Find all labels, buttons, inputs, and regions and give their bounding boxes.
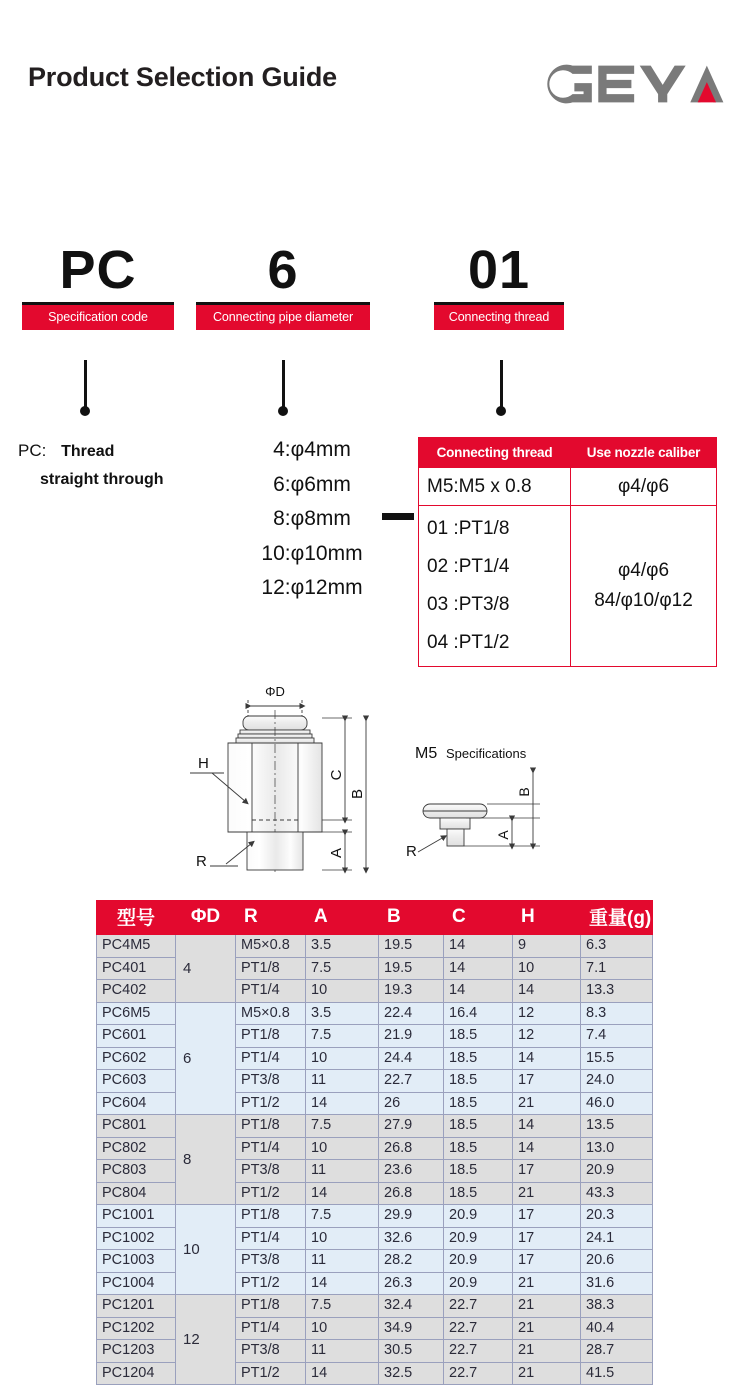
specification-table: [96, 900, 653, 1385]
code-glyph-thread: 01: [467, 240, 531, 300]
cell-r: PT1/2: [236, 1182, 306, 1205]
cell-b: 19.3: [379, 980, 444, 1003]
cell-b: 29.9: [379, 1205, 444, 1228]
thread-item: 03 :PT3/8: [427, 594, 510, 615]
thread-table-header-caliber: Use nozzle caliber: [571, 438, 717, 468]
cell-b: 26.8: [379, 1182, 444, 1205]
cell-model: PC1004: [97, 1272, 176, 1295]
cell-h: 12: [513, 1002, 581, 1025]
cell-c: 22.7: [444, 1295, 513, 1318]
cell-a: 10: [306, 1227, 379, 1250]
cell-a: 7.5: [306, 1205, 379, 1228]
cell-r: PT1/8: [236, 1115, 306, 1138]
spec-header-a: A: [306, 901, 379, 935]
cell-c: 22.7: [444, 1362, 513, 1385]
cell-b: 30.5: [379, 1340, 444, 1363]
cell-r: PT1/8: [236, 1205, 306, 1228]
legend-diameter-item: 10:φ10mm: [261, 541, 363, 565]
cell-r: PT1/4: [236, 1317, 306, 1340]
cell-b: 28.2: [379, 1250, 444, 1273]
cell-weight: 41.5: [581, 1362, 653, 1385]
cell-a: 3.5: [306, 1002, 379, 1025]
label-h: H: [198, 755, 209, 772]
cell-a: 7.5: [306, 1115, 379, 1138]
table-row: [97, 1002, 653, 1025]
cell-a: 7.5: [306, 957, 379, 980]
technical-drawings: [0, 680, 750, 880]
cell-h: 21: [513, 1317, 581, 1340]
cell-model: PC4M5: [97, 935, 176, 958]
leader-line-spec: [84, 360, 87, 408]
cell-b: 24.4: [379, 1047, 444, 1070]
code-tag-thread: Connecting thread: [434, 305, 564, 330]
table-row: [97, 935, 653, 958]
leader-dot-thread: [496, 406, 506, 416]
spec-header-weight: 重量(g): [581, 901, 653, 935]
cell-weight: 20.9: [581, 1160, 653, 1183]
cell-phi-d: 4: [176, 935, 236, 1003]
cell-c: 18.5: [444, 1160, 513, 1183]
product-code-breakdown: [0, 240, 750, 420]
cell-model: PC401: [97, 957, 176, 980]
cell-b: 32.5: [379, 1362, 444, 1385]
leader-line-pipe-diameter: [282, 360, 285, 408]
caliber-line: 84/φ10/φ12: [594, 590, 693, 611]
label-m5-a: A: [495, 830, 511, 840]
cell-r: PT1/8: [236, 957, 306, 980]
page-title: Product Selection Guide: [28, 62, 337, 92]
cell-a: 7.5: [306, 1295, 379, 1318]
cell-h: 9: [513, 935, 581, 958]
legend-pc-line1: Thread: [61, 443, 115, 460]
spec-table-body: [97, 935, 653, 1385]
cell-a: 14: [306, 1362, 379, 1385]
cell-c: 18.5: [444, 1092, 513, 1115]
legend-specification-code: [18, 437, 228, 494]
cell-b: 26.8: [379, 1137, 444, 1160]
code-glyph-spec: PC: [59, 240, 137, 300]
cell-c: 18.5: [444, 1047, 513, 1070]
cell-r: PT3/8: [236, 1250, 306, 1273]
cell-model: PC1202: [97, 1317, 176, 1340]
cell-b: 32.4: [379, 1295, 444, 1318]
cell-c: 20.9: [444, 1250, 513, 1273]
caliber-cell-m5: φ4/φ6: [571, 468, 717, 506]
cell-a: 10: [306, 1137, 379, 1160]
legend-diameter-item: 6:φ6mm: [273, 472, 351, 496]
spec-header-model: 型号: [97, 901, 176, 935]
cell-c: 14: [444, 957, 513, 980]
cell-h: 21: [513, 1182, 581, 1205]
cell-model: PC1001: [97, 1205, 176, 1228]
cell-r: PT1/8: [236, 1025, 306, 1048]
cell-weight: 43.3: [581, 1182, 653, 1205]
label-c: C: [328, 769, 345, 781]
cell-model: PC804: [97, 1182, 176, 1205]
cell-r: PT1/2: [236, 1272, 306, 1295]
cell-model: PC1203: [97, 1340, 176, 1363]
cell-b: 26.3: [379, 1272, 444, 1295]
code-tag-specification: Specification code: [22, 305, 174, 330]
table-row: [97, 1295, 653, 1318]
cell-a: 10: [306, 1317, 379, 1340]
cell-a: 7.5: [306, 1025, 379, 1048]
cell-h: 17: [513, 1070, 581, 1093]
spec-header-h: H: [513, 901, 581, 935]
thread-cell-m5: M5:M5 x 0.8: [419, 468, 571, 506]
cell-r: PT3/8: [236, 1340, 306, 1363]
cell-h: 17: [513, 1205, 581, 1228]
label-a: A: [328, 847, 345, 859]
cell-model: PC6M5: [97, 1002, 176, 1025]
cell-r: PT1/4: [236, 980, 306, 1003]
cell-model: PC402: [97, 980, 176, 1003]
cell-a: 11: [306, 1250, 379, 1273]
cell-h: 12: [513, 1025, 581, 1048]
thread-table-row-m5: [419, 468, 717, 506]
cell-r: PT3/8: [236, 1070, 306, 1093]
cell-r: PT1/2: [236, 1362, 306, 1385]
cell-c: 22.7: [444, 1340, 513, 1363]
cell-model: PC801: [97, 1115, 176, 1138]
legend-pc-prefix: PC:: [18, 441, 47, 460]
cell-model: PC1002: [97, 1227, 176, 1250]
table-row: [97, 1205, 653, 1228]
legend-pc-line2: straight through: [40, 471, 164, 488]
cell-phi-d: 10: [176, 1205, 236, 1295]
cell-model: PC602: [97, 1047, 176, 1070]
cell-weight: 7.4: [581, 1025, 653, 1048]
caliber-line: φ4/φ6: [617, 560, 670, 581]
cell-b: 21.9: [379, 1025, 444, 1048]
cell-r: PT3/8: [236, 1160, 306, 1183]
code-tag-pipe-diameter: Connecting pipe diameter: [196, 305, 370, 330]
cell-b: 27.9: [379, 1115, 444, 1138]
legend-diameter-item: 8:φ8mm: [273, 507, 351, 530]
cell-b: 32.6: [379, 1227, 444, 1250]
cell-weight: 40.4: [581, 1317, 653, 1340]
thread-table-header-row: [419, 438, 717, 468]
spec-table-header-row: [97, 901, 653, 935]
leader-line-thread: [500, 360, 503, 408]
cell-weight: 6.3: [581, 935, 653, 958]
code-segment-thread: [434, 240, 564, 330]
cell-h: 14: [513, 1047, 581, 1070]
cell-phi-d: 6: [176, 1002, 236, 1115]
cell-model: PC802: [97, 1137, 176, 1160]
cell-weight: 13.5: [581, 1115, 653, 1138]
cell-weight: 24.0: [581, 1070, 653, 1093]
spec-header-phi-d: ΦD: [176, 901, 236, 935]
cell-h: 14: [513, 980, 581, 1003]
cell-phi-d: 12: [176, 1295, 236, 1385]
cell-r: M5×0.8: [236, 1002, 306, 1025]
cell-h: 21: [513, 1092, 581, 1115]
label-m5-subtitle: Specifications: [446, 746, 527, 761]
table-row: [97, 1115, 653, 1138]
code-segment-pipe-diameter: [196, 240, 370, 330]
cell-h: 14: [513, 1115, 581, 1138]
cell-h: 21: [513, 1340, 581, 1363]
cell-a: 11: [306, 1160, 379, 1183]
cell-a: 11: [306, 1070, 379, 1093]
cell-weight: 13.3: [581, 980, 653, 1003]
thread-item: 02 :PT1/4: [427, 556, 510, 577]
leader-dot-spec: [80, 406, 90, 416]
cell-model: PC1003: [97, 1250, 176, 1273]
cell-weight: 31.6: [581, 1272, 653, 1295]
cell-h: 17: [513, 1250, 581, 1273]
cell-a: 10: [306, 1047, 379, 1070]
cell-model: PC601: [97, 1025, 176, 1048]
cell-b: 22.4: [379, 1002, 444, 1025]
cell-weight: 20.6: [581, 1250, 653, 1273]
cell-weight: 38.3: [581, 1295, 653, 1318]
cell-weight: 13.0: [581, 1137, 653, 1160]
label-b: B: [349, 788, 366, 800]
label-m5-title: M5: [415, 745, 438, 762]
cell-phi-d: 8: [176, 1115, 236, 1205]
page-header: [0, 58, 750, 120]
cell-a: 11: [306, 1340, 379, 1363]
cell-a: 14: [306, 1092, 379, 1115]
cell-a: 10: [306, 980, 379, 1003]
cell-r: PT1/4: [236, 1227, 306, 1250]
caliber-cell-pt: [571, 506, 717, 667]
cell-weight: 7.1: [581, 957, 653, 980]
cell-c: 18.5: [444, 1115, 513, 1138]
drawing-svg: [0, 680, 750, 880]
cell-h: 21: [513, 1295, 581, 1318]
thread-item: 01 :PT1/8: [427, 518, 510, 539]
code-segment-specification: [22, 240, 174, 330]
cell-c: 22.7: [444, 1317, 513, 1340]
thread-table-row-pt: [419, 506, 717, 667]
connecting-thread-table: [418, 437, 717, 667]
label-phi-d: ΦD: [265, 684, 285, 699]
cell-b: 34.9: [379, 1317, 444, 1340]
spec-header-c: C: [444, 901, 513, 935]
cell-a: 14: [306, 1182, 379, 1205]
spec-header-r: R: [236, 901, 306, 935]
cell-weight: 46.0: [581, 1092, 653, 1115]
cell-weight: 20.3: [581, 1205, 653, 1228]
cell-r: M5×0.8: [236, 935, 306, 958]
leader-dot-pipe-diameter: [278, 406, 288, 416]
cell-c: 20.9: [444, 1227, 513, 1250]
geya-logo: [544, 61, 728, 107]
code-glyph-pipe-diameter: 6: [267, 240, 299, 300]
cell-a: 3.5: [306, 935, 379, 958]
label-m5-r: R: [406, 843, 417, 860]
cell-weight: 24.1: [581, 1227, 653, 1250]
cell-weight: 15.5: [581, 1047, 653, 1070]
cell-h: 21: [513, 1272, 581, 1295]
cell-c: 18.5: [444, 1137, 513, 1160]
thread-table-header-thread: Connecting thread: [419, 438, 571, 468]
cell-h: 17: [513, 1227, 581, 1250]
cell-h: 21: [513, 1362, 581, 1385]
spec-header-b: B: [379, 901, 444, 935]
label-m5-b: B: [516, 787, 532, 797]
cell-r: PT1/8: [236, 1295, 306, 1318]
cell-b: 26: [379, 1092, 444, 1115]
cell-model: PC1201: [97, 1295, 176, 1318]
cell-b: 19.5: [379, 935, 444, 958]
cell-b: 23.6: [379, 1160, 444, 1183]
cell-h: 17: [513, 1160, 581, 1183]
thread-cell-pt-list: [419, 506, 571, 667]
cell-model: PC1204: [97, 1362, 176, 1385]
cell-weight: 28.7: [581, 1340, 653, 1363]
cell-model: PC604: [97, 1092, 176, 1115]
cell-b: 19.5: [379, 957, 444, 980]
cell-h: 10: [513, 957, 581, 980]
cell-c: 18.5: [444, 1182, 513, 1205]
legend-pipe-diameters: [222, 433, 402, 606]
cell-c: 18.5: [444, 1070, 513, 1093]
thread-item: 04 :PT1/2: [427, 632, 510, 653]
cell-c: 14: [444, 980, 513, 1003]
cell-model: PC603: [97, 1070, 176, 1093]
cell-weight: 8.3: [581, 1002, 653, 1025]
label-r: R: [196, 853, 207, 870]
cell-c: 14: [444, 935, 513, 958]
cell-c: 16.4: [444, 1002, 513, 1025]
cell-model: PC803: [97, 1160, 176, 1183]
legend-diameter-item: 12:φ12mm: [261, 576, 363, 599]
cell-r: PT1/2: [236, 1092, 306, 1115]
cell-a: 14: [306, 1272, 379, 1295]
cell-c: 20.9: [444, 1272, 513, 1295]
legend-diameter-item: 4:φ4mm: [273, 438, 351, 461]
cell-r: PT1/4: [236, 1047, 306, 1070]
cell-b: 22.7: [379, 1070, 444, 1093]
cell-h: 14: [513, 1137, 581, 1160]
cell-r: PT1/4: [236, 1137, 306, 1160]
cell-c: 18.5: [444, 1025, 513, 1048]
cell-c: 20.9: [444, 1205, 513, 1228]
